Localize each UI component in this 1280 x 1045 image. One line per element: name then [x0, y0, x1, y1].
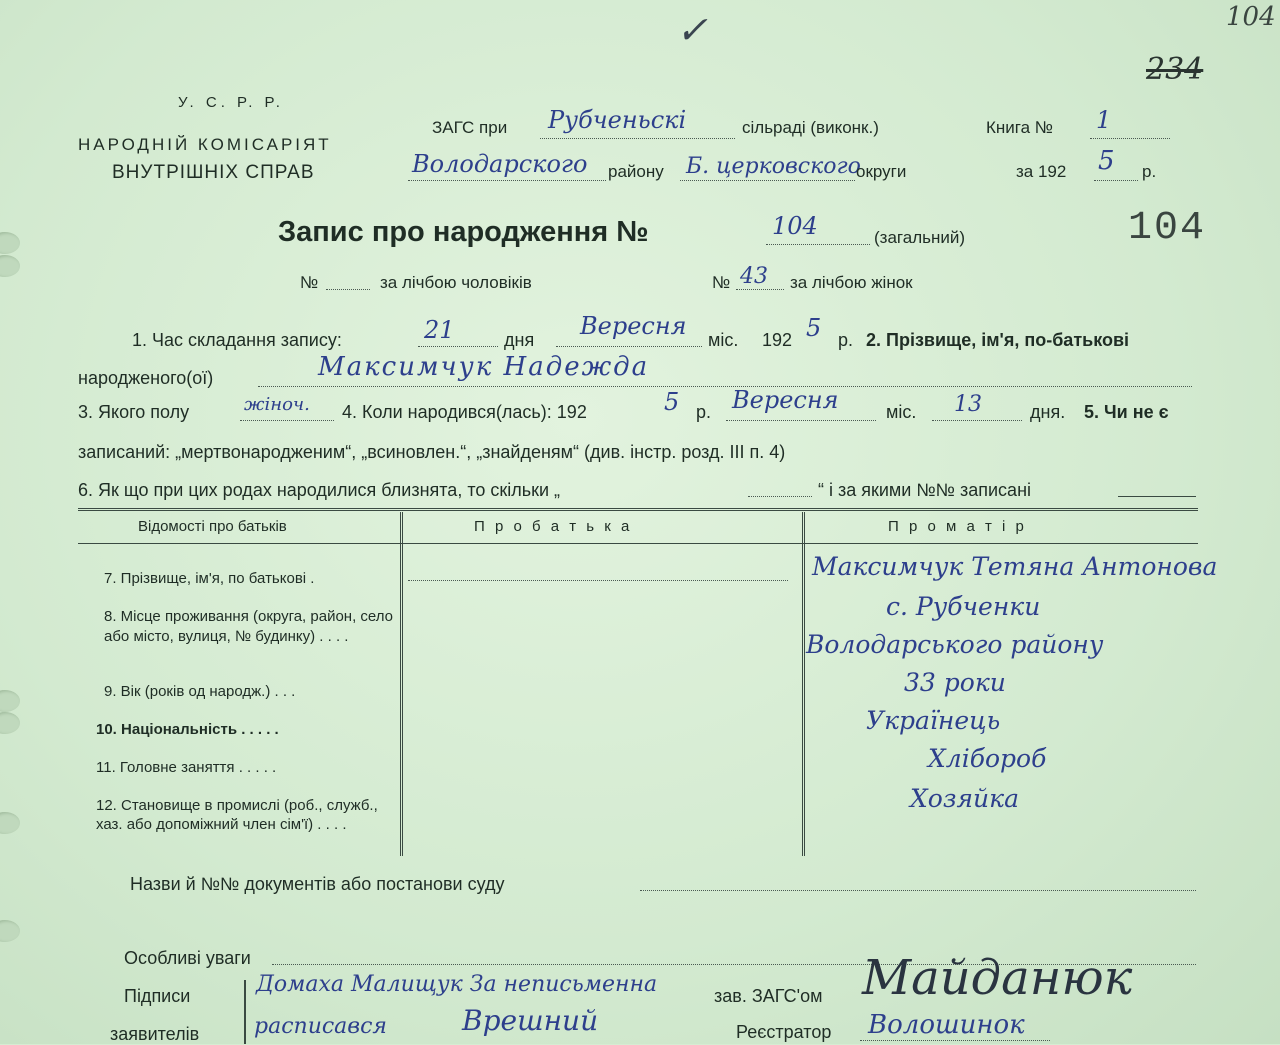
field1-month-line	[556, 346, 702, 347]
women-label: за лічбою жінок	[790, 273, 913, 292]
row9-label: 9. Вік (років од народж.) . . .	[104, 683, 296, 700]
field1-day-line	[418, 346, 498, 347]
zags-village: Рубченьскі	[548, 106, 687, 134]
women-number-line	[736, 289, 784, 290]
field6-end-line	[1118, 496, 1196, 497]
book-label: Книга №	[986, 118, 1054, 137]
table-divider-1	[400, 512, 403, 856]
documents-line	[640, 890, 1196, 891]
field4-month: Вересня	[732, 386, 839, 414]
book-value: 1	[1096, 106, 1112, 134]
field1-label: 1. Час складання запису:	[132, 330, 342, 350]
men-number-line	[326, 289, 370, 290]
applicant-signature-2: расписався	[254, 1014, 387, 1039]
okrug-name: Б. церковского	[686, 154, 861, 179]
row11-mother: Хлібороб	[928, 744, 1047, 773]
field1-year: 5	[806, 314, 822, 342]
punch-hole	[0, 255, 20, 277]
field4-label: 4. Коли народився(лась): 192	[342, 402, 587, 422]
row7-father-line	[408, 580, 788, 581]
punch-hole	[0, 920, 20, 942]
year-line	[1094, 180, 1138, 181]
signatures-bracket	[244, 980, 246, 1044]
row10-label: 10. Національність . . . . .	[96, 721, 279, 738]
field4-day: 13	[954, 392, 982, 417]
row7-label: 7. Прізвище, ім'я, по батькові .	[104, 570, 315, 587]
row9-mother: 33 роки	[904, 668, 1006, 697]
field6-count-line	[748, 496, 812, 497]
notes-label: Особливі уваги	[124, 948, 251, 968]
district-name: Володарского	[412, 150, 588, 178]
field1-month: Вересня	[580, 312, 687, 340]
book-line	[1090, 138, 1170, 139]
row7-mother: Максимчук Тетяна Антонова	[812, 552, 1218, 581]
record-title: Запис про народження №	[278, 216, 649, 248]
punch-hole	[0, 690, 20, 712]
table-header-mother: П р о м а т і р	[888, 518, 1027, 535]
field2-line2: народженого(ої)	[78, 368, 214, 388]
applicant-signature-1: Домаха Малищук За неписьменна	[256, 972, 658, 997]
field4-day-word: дня.	[1030, 402, 1066, 422]
head-label: зав. ЗАГС'ом	[714, 986, 823, 1006]
men-prefix: №	[300, 273, 319, 292]
table-top-rule	[78, 508, 1198, 511]
field2-label: 2. Прізвище, ім'я, по-батькові	[866, 330, 1130, 350]
row10-mother: Українець	[866, 706, 1001, 735]
field4-month-line	[726, 420, 876, 421]
org-line2: НАРОДНІЙ КОМІСАРІЯТ	[78, 135, 332, 154]
field1-year-suffix: р.	[838, 330, 854, 350]
record-number: 104	[772, 212, 818, 240]
field1-day: 21	[424, 316, 455, 344]
table-header-father: П р о б а т ь к а	[474, 518, 633, 535]
org-line1: У. С. Р. Р.	[178, 94, 284, 111]
field5-label: 5. Чи не є	[1084, 402, 1169, 422]
field4-day-line	[932, 420, 1022, 421]
field4-month-word: міс.	[886, 402, 917, 422]
punch-hole	[0, 812, 20, 834]
field2-value: Максимчук Надежда	[318, 352, 650, 382]
record-general: (загальний)	[874, 228, 966, 247]
corner-page-number: 104	[1226, 2, 1276, 32]
field1-month-word: міс.	[708, 330, 739, 350]
field3-label: 3. Якого полу	[78, 402, 190, 422]
row12-mother: Хозяйка	[910, 784, 1019, 813]
field3-line	[240, 420, 334, 421]
documents-label: Назви й №№ документів або постанови суду	[130, 874, 505, 894]
field2-line	[258, 386, 1192, 387]
field4-year: 5	[664, 388, 680, 416]
org-line3: ВНУТРІШНІХ СПРАВ	[112, 162, 315, 183]
record-number-line	[766, 244, 870, 245]
row8-mother-2: Володарського району	[806, 630, 1104, 659]
corner-old-number: 234	[1146, 52, 1204, 87]
field6-mid: “ і за якими №№ записані	[818, 480, 1032, 500]
signatures-label: Підписи	[124, 986, 191, 1006]
district-line	[408, 180, 606, 181]
punch-hole	[0, 232, 20, 254]
zags-prefix: ЗАГС при	[432, 118, 508, 137]
stamp-number: 104	[1128, 206, 1207, 251]
table-divider-2	[802, 512, 805, 856]
year-prefix: за 192	[1016, 162, 1067, 181]
year-suffix: р.	[1142, 162, 1157, 181]
row8-mother: с. Рубченки	[886, 592, 1041, 621]
registrar-label: Реєстратор	[736, 1022, 832, 1042]
field1-year-prefix: 192	[762, 330, 793, 350]
men-label: за лічбою чоловіків	[380, 273, 532, 292]
okrug-line	[680, 180, 855, 181]
field6-label: 6. Як що при цих родах народилися близнята, то скільки „	[78, 480, 561, 500]
field5-line2: записаний: „мертвонародженим“, „всиновлен.“, „знайденям“ (див. інстр. розд. III п. 4)	[78, 442, 786, 462]
year-value: 5	[1098, 146, 1115, 176]
district-label: району	[608, 162, 664, 181]
table-header-rule	[78, 543, 1198, 544]
field3-value: жіноч.	[244, 394, 310, 415]
row11-label: 11. Головне заняття . . . . .	[96, 759, 277, 776]
registrar-signature: Волошинок	[868, 1010, 1025, 1040]
row12-label: 12. Становище в промислі (роб., служб., хаз. або допоміжний член сім'ї) . . . .	[96, 797, 378, 833]
punch-hole	[0, 712, 20, 734]
registrar-line	[860, 1040, 1050, 1041]
okrug-label: округи	[856, 162, 907, 181]
applicants-label: заявителів	[110, 1024, 200, 1044]
check-mark: ✓	[676, 8, 708, 52]
women-prefix: №	[712, 273, 731, 292]
women-number: 43	[740, 264, 768, 289]
zags-village-line	[540, 138, 735, 139]
table-header-info: Відомості про батьків	[138, 518, 287, 535]
field1-day-word: дня	[504, 330, 535, 350]
applicant-signature-3: Врешний	[462, 1004, 599, 1037]
head-signature: Майданюк	[862, 950, 1133, 1006]
zags-suffix: сільраді (виконк.)	[742, 118, 879, 137]
row8-label: 8. Місце проживання (округа, район, село або місто, вулиця, № будинку) . . . .	[104, 608, 394, 645]
field4-r: р.	[696, 402, 712, 422]
